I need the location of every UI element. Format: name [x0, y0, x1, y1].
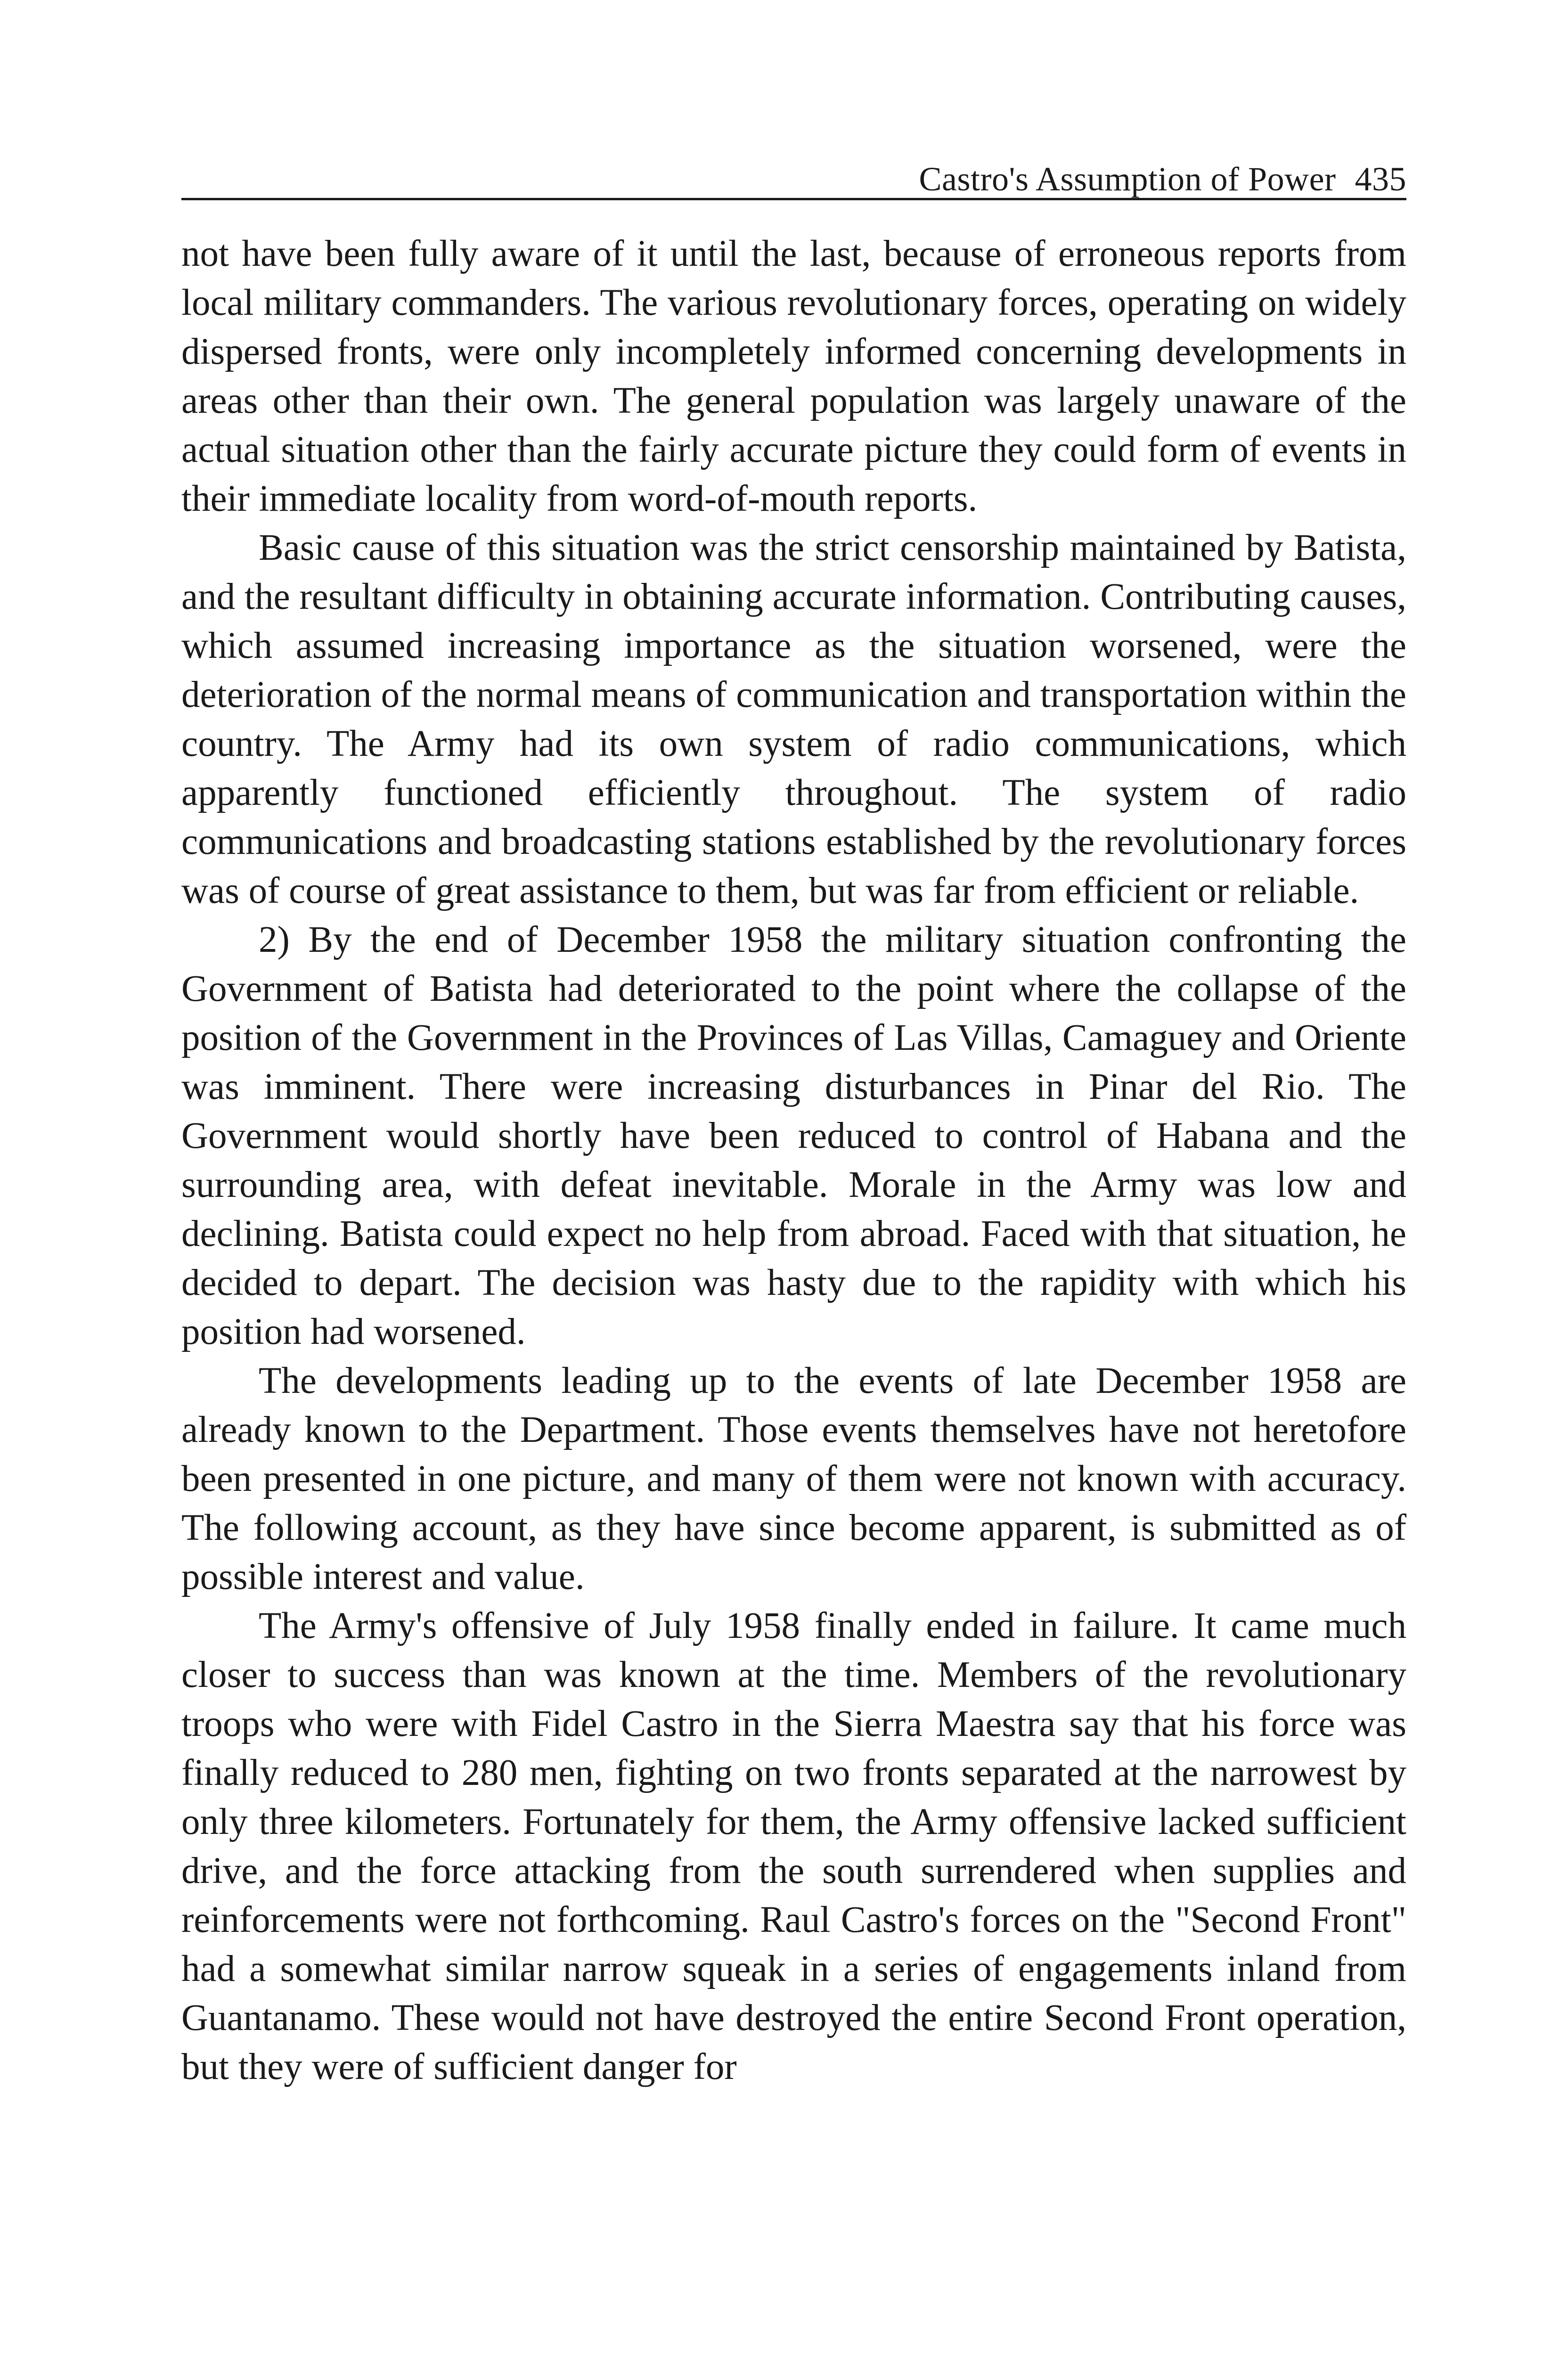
paragraph: Basic cause of this situation was the strict censorship maintained by Batista, and the resultant difficulty in obtaining accurate information. Contributing causes, which assumed increasing importance as the situation worsened, were the deterioration of the normal means of communication and transportation within the country. The Army had its own system of radio communications, which apparently functioned efficiently throughout. The system of radio communications and broadcasting stations established by the revolutionary forces was of course of great assistance to them, but was far from efficient or reliable. [181, 527, 1406, 911]
paragraph: 2) By the end of December 1958 the military situation confronting the Government of Batista had deteriorated to the point where the collapse of the position of the Government in the Provinces of Las Villas, Camaguey and Oriente was imminent. There were increasing disturbances in Pinar del Rio. The Government would shortly have been reduced to control of Habana and the surrounding area, with defeat inevitable. Morale in the Army was low and declining. Batista could expect no help from abroad. Faced with that situation, he decided to depart. The decision was hasty due to the rapidity with which his position had worsened. [181, 919, 1406, 1352]
paragraph: The developments leading up to the events of late December 1958 are already known to the Department. Those events themselves have not heretofore been presented in one picture, and many of them were not known with accuracy. The following account, as they have since become apparent, is submitted as of possible interest and value. [181, 1360, 1406, 1597]
running-header [181, 141, 1406, 200]
page-number: 435 [1355, 160, 1406, 198]
body-text [181, 229, 1406, 2092]
paragraph-continued: not have been fully aware of it until the last, because of erroneous reports from local military commanders. The various revolutionary forces, operating on widely dispersed fronts, were only incompletely informed concerning developments in areas other than their own. The general population was largely unaware of the actual situation other than the fairly accurate picture they could form of events in their immediate locality from word-of-mouth reports. [181, 233, 1406, 519]
paragraph: The Army's offensive of July 1958 finally ended in failure. It came much closer to success than was known at the time. Members of the revolutionary troops who were with Fidel Castro in the Sierra Maestra say that his force was finally reduced to 280 men, fighting on two fronts separated at the narrowest by only three kilometers. Fortunately for them, the Army offensive lacked sufficient drive, and the force attacking from the south surrendered when supplies and reinforcements were not forthcoming. Raul Castro's forces on the "Second Front" had a somewhat similar narrow squeak in a series of engagements inland from Guantanamo. These would not have destroyed the entire Second Front operation, but they were of sufficient danger for [181, 1605, 1406, 2087]
running-title: Castro's Assumption of Power [919, 160, 1336, 198]
book-page [181, 141, 1406, 2092]
running-header-text [919, 162, 1407, 196]
